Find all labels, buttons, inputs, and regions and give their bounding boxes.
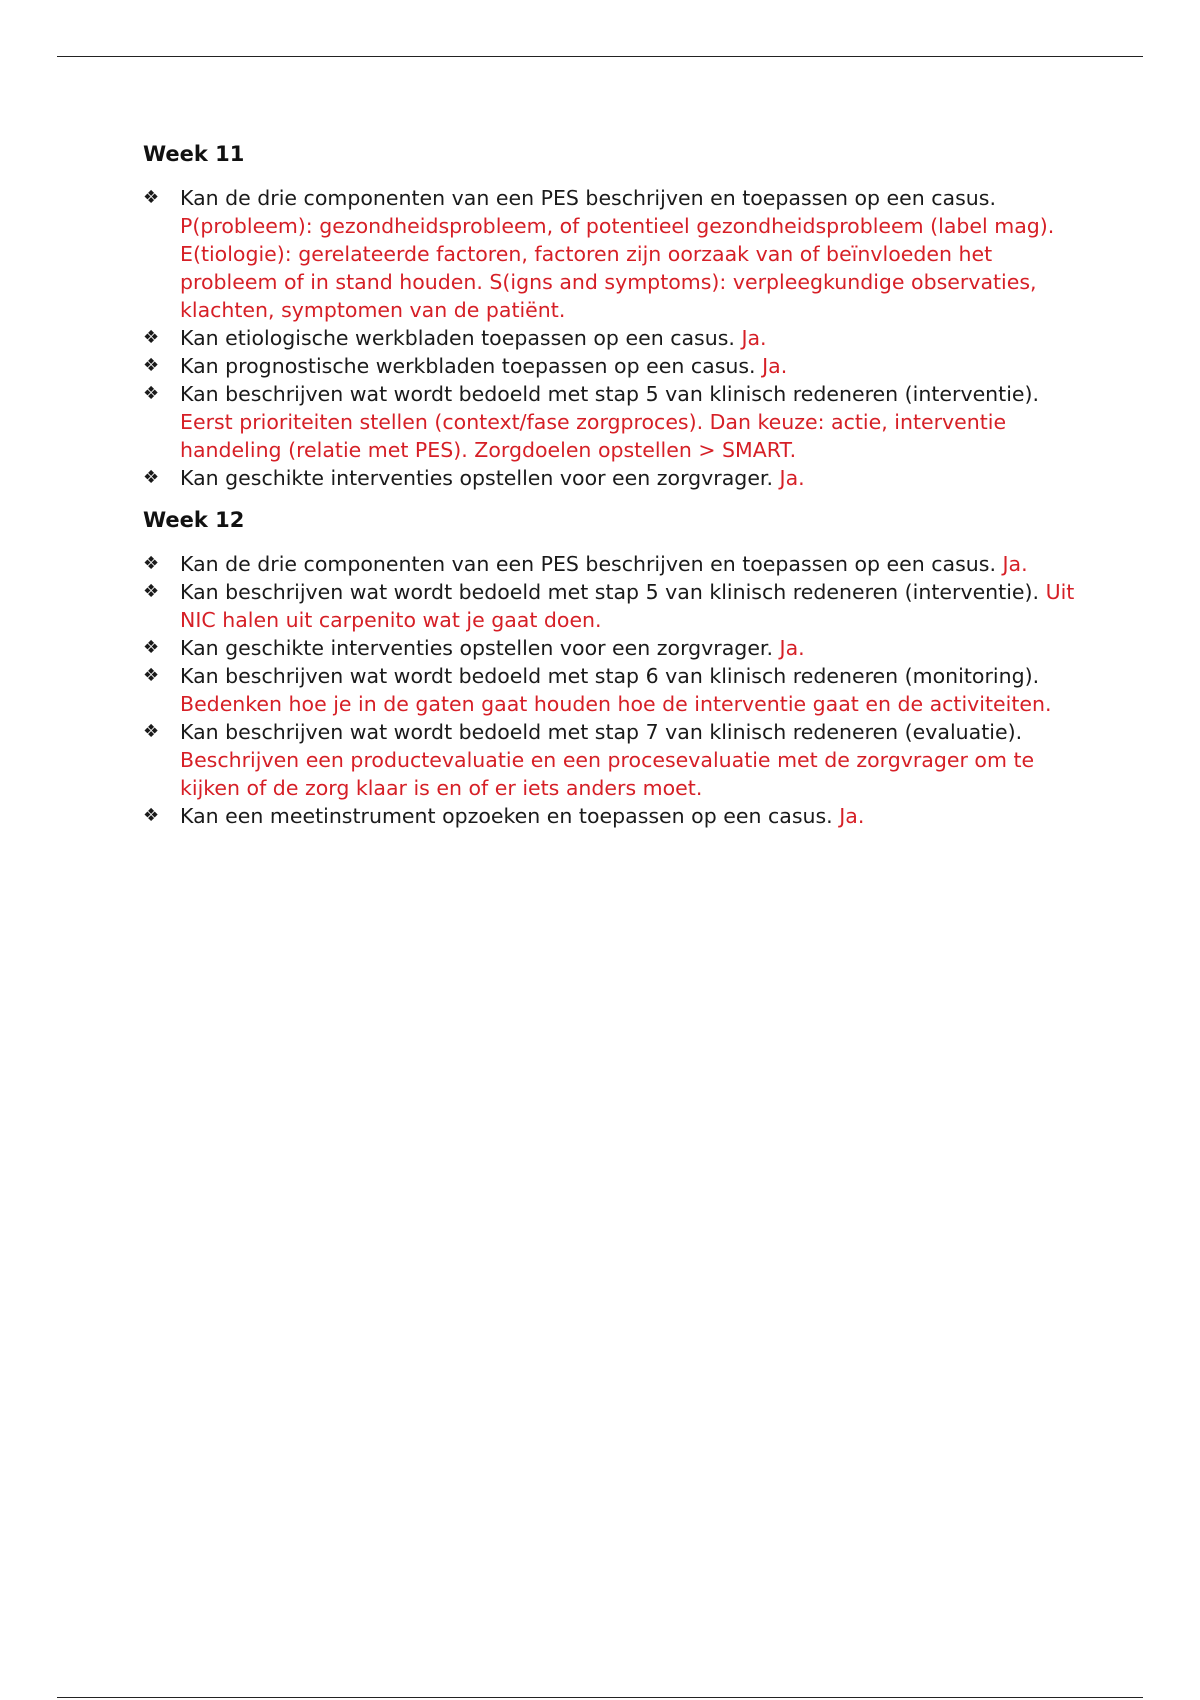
item-answer: Ja. bbox=[741, 326, 767, 350]
item-answer: Uit NIC halen uit carpenito wat je gaat doen. bbox=[180, 580, 1075, 632]
four-diamond-bullet-icon: ❖ bbox=[143, 187, 160, 208]
item-answer: P(probleem): gezondheidsprobleem, of potentieel gezondheidsprobleem (label mag). E(tiologie): gerelateerde factoren, factoren zijn oorzaak van of beïnvloeden het probleem of in stand houden. S(igns and symptoms): verpleegkundige observaties, klachten, symptomen van de patiënt. bbox=[180, 214, 1055, 322]
item-question: Kan beschrijven wat wordt bedoeld met stap 7 van klinisch redeneren (evaluatie). bbox=[180, 720, 1023, 744]
list-item bbox=[143, 380, 1083, 464]
footer-rule bbox=[57, 1697, 1143, 1698]
section-heading: Week 12 bbox=[143, 508, 245, 532]
four-diamond-bullet-icon: ❖ bbox=[143, 327, 160, 348]
four-diamond-bullet-icon: ❖ bbox=[143, 581, 160, 602]
item-answer: Ja. bbox=[839, 804, 865, 828]
list-item bbox=[143, 578, 1083, 634]
item-answer: Ja. bbox=[779, 636, 805, 660]
item-question: Kan beschrijven wat wordt bedoeld met stap 5 van klinisch redeneren (interventie). bbox=[180, 580, 1040, 604]
section-heading: Week 11 bbox=[143, 142, 245, 166]
document-body bbox=[143, 140, 1083, 844]
list-item bbox=[143, 802, 1083, 830]
list-item bbox=[143, 464, 1083, 492]
four-diamond-bullet-icon: ❖ bbox=[143, 467, 160, 488]
item-question: Kan de drie componenten van een PES beschrijven en toepassen op een casus. bbox=[180, 186, 996, 210]
checklist bbox=[143, 184, 1083, 492]
list-item bbox=[143, 718, 1083, 802]
item-question: Kan etiologische werkbladen toepassen op een casus. bbox=[180, 326, 735, 350]
item-answer: Ja. bbox=[762, 354, 788, 378]
list-item bbox=[143, 184, 1083, 324]
item-answer: Ja. bbox=[779, 466, 805, 490]
item-question: Kan een meetinstrument opzoeken en toepassen op een casus. bbox=[180, 804, 833, 828]
checklist bbox=[143, 550, 1083, 830]
item-answer: Eerst prioriteiten stellen (context/fase zorgproces). Dan keuze: actie, interventie handeling (relatie met PES). Zorgdoelen opstellen > SMART. bbox=[180, 410, 1007, 462]
item-question: Kan beschrijven wat wordt bedoeld met stap 5 van klinisch redeneren (interventie). bbox=[180, 382, 1040, 406]
item-question: Kan geschikte interventies opstellen voor een zorgvrager. bbox=[180, 466, 773, 490]
item-answer: Ja. bbox=[1002, 552, 1028, 576]
four-diamond-bullet-icon: ❖ bbox=[143, 665, 160, 686]
item-answer: Beschrijven een productevaluatie en een procesevaluatie met de zorgvrager om te kijken of de zorg klaar is en of er iets anders moet. bbox=[180, 748, 1035, 800]
item-question: Kan prognostische werkbladen toepassen op een casus. bbox=[180, 354, 756, 378]
list-item bbox=[143, 634, 1083, 662]
four-diamond-bullet-icon: ❖ bbox=[143, 553, 160, 574]
item-question: Kan de drie componenten van een PES beschrijven en toepassen op een casus. bbox=[180, 552, 996, 576]
header-rule bbox=[57, 56, 1143, 57]
four-diamond-bullet-icon: ❖ bbox=[143, 805, 160, 826]
list-item bbox=[143, 550, 1083, 578]
list-item bbox=[143, 324, 1083, 352]
list-item bbox=[143, 662, 1083, 718]
four-diamond-bullet-icon: ❖ bbox=[143, 355, 160, 376]
item-question: Kan geschikte interventies opstellen voor een zorgvrager. bbox=[180, 636, 773, 660]
four-diamond-bullet-icon: ❖ bbox=[143, 383, 160, 404]
item-question: Kan beschrijven wat wordt bedoeld met stap 6 van klinisch redeneren (monitoring). bbox=[180, 664, 1040, 688]
item-answer: Bedenken hoe je in de gaten gaat houden hoe de interventie gaat en de activiteiten. bbox=[180, 692, 1052, 716]
list-item bbox=[143, 352, 1083, 380]
four-diamond-bullet-icon: ❖ bbox=[143, 721, 160, 742]
four-diamond-bullet-icon: ❖ bbox=[143, 637, 160, 658]
